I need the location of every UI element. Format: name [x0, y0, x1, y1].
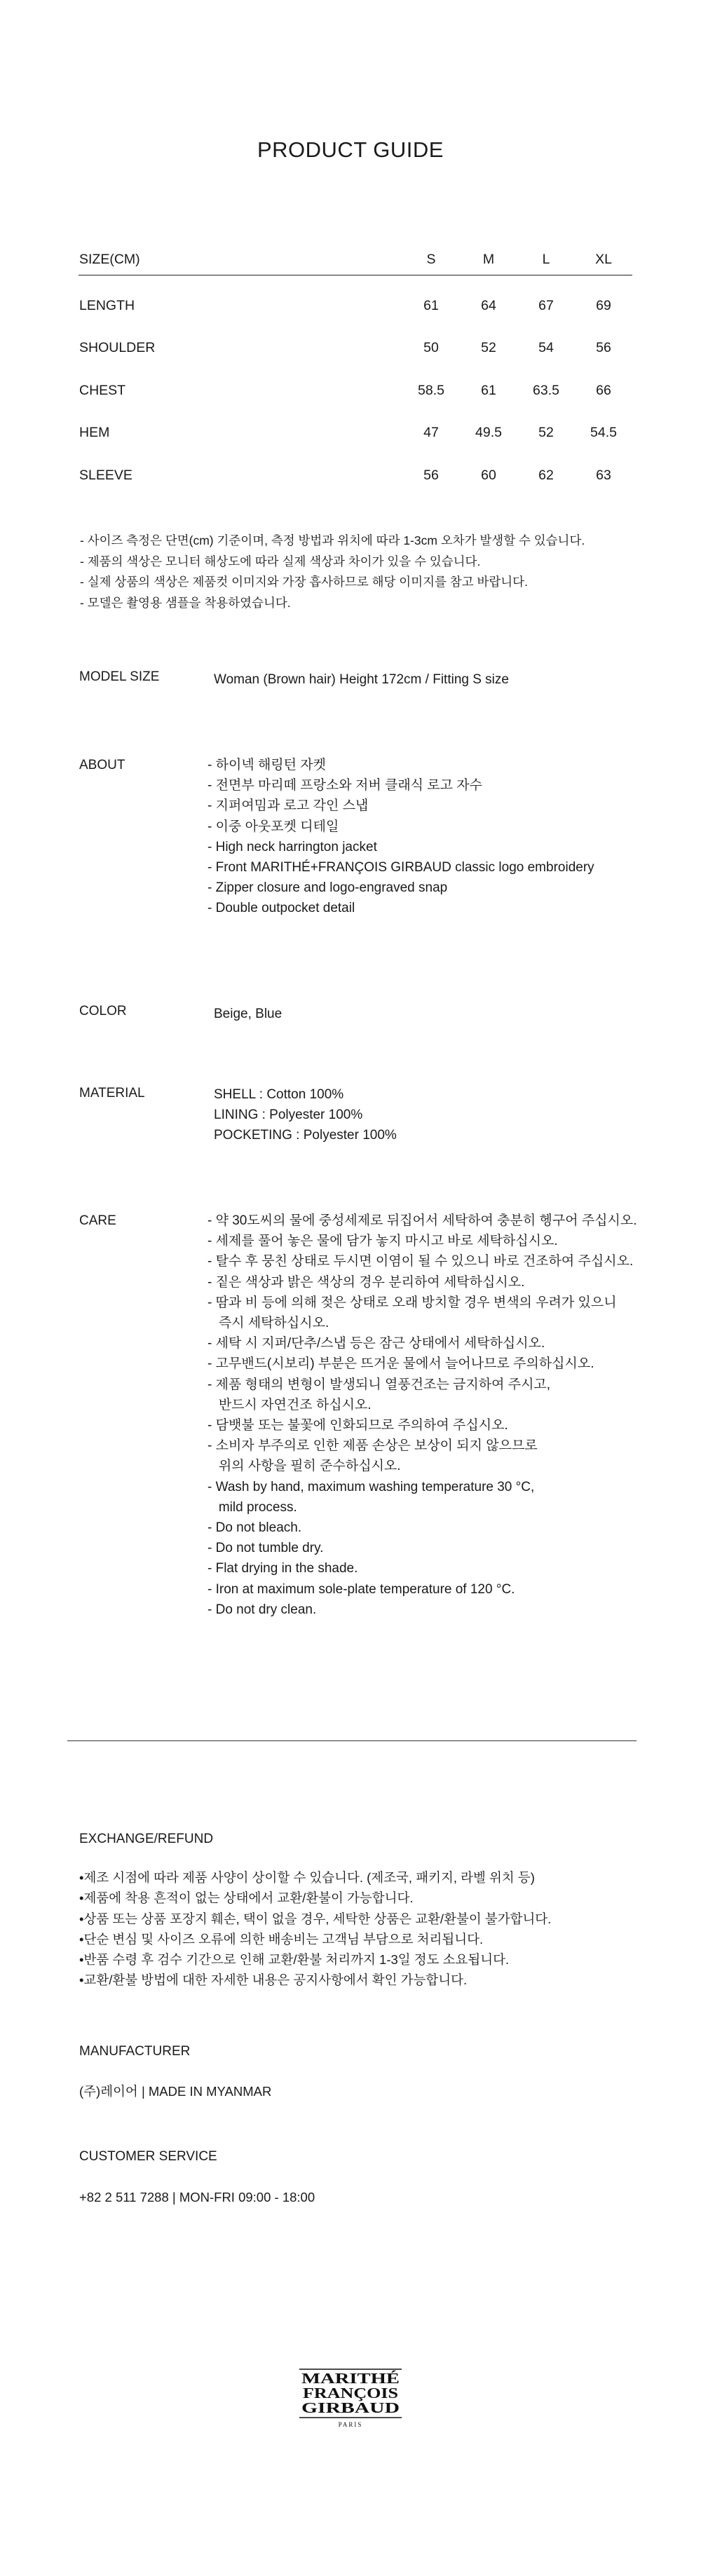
size-table-header	[79, 244, 632, 275]
page-title: PRODUCT GUIDE	[257, 137, 444, 162]
customer-service-label: CUSTOMER SERVICE	[79, 2149, 217, 2164]
size-header-label: SIZE(CM)	[79, 244, 402, 275]
care-line: - 약 30도씨의 물에 중성세제로 뒤집어서 세탁하여 충분히 헹구어 주십시오.	[207, 1213, 637, 1228]
logo-text-line3: GIRBAUD	[301, 2399, 400, 2416]
cell-value: 54	[538, 340, 554, 356]
care-line: - Wash by hand, maximum washing temperature 30 °C,	[207, 1479, 535, 1494]
cell-value: 62	[538, 467, 554, 483]
note-line: - 모델은 촬영용 샘플을 착용하였습니다.	[80, 595, 291, 610]
color-label: COLOR	[79, 1004, 127, 1018]
logo-text-line2: FRANÇOIS	[303, 2385, 398, 2401]
table-row	[79, 454, 632, 497]
cell-value: 49.5	[475, 425, 502, 441]
about-line: - Double outpocket detail	[207, 901, 355, 916]
cell-value: 63.5	[533, 382, 559, 398]
care-list	[207, 1211, 637, 1620]
cell-value: 52	[481, 340, 496, 356]
row-label: CHEST	[79, 382, 126, 398]
about-line: - 이중 아웃포켓 디테일	[207, 819, 339, 834]
cell-value: 58.5	[418, 382, 444, 398]
cell-value: 54.5	[590, 425, 617, 441]
care-line: - 짙은 색상과 밝은 색상의 경우 분리하여 세탁하십시오.	[207, 1274, 525, 1290]
exchange-line: •반품 수령 후 검수 기간으로 인해 교환/환불 처리까지 1-3일 정도 소요됩니다.	[79, 1952, 510, 1968]
care-line: - Iron at maximum sole-plate temperature of 120 °C.	[207, 1581, 515, 1597]
about-list	[207, 755, 594, 919]
row-label: SLEEVE	[79, 467, 132, 483]
cell-value: 56	[423, 467, 439, 483]
note-line: - 제품의 색상은 모니터 해상도에 따라 실제 색상과 차이가 있을 수 있습니다.	[80, 554, 481, 568]
material-list	[214, 1084, 397, 1145]
row-label: SHOULDER	[79, 340, 156, 356]
exchange-list	[79, 1867, 551, 1991]
exchange-line: •상품 또는 상품 포장지 훼손, 택이 없을 경우, 세탁한 상품은 교환/환불이 불가합니다.	[79, 1911, 552, 1926]
care-line: - 세탁 시 지퍼/단추/스냅 등은 잠근 상태에서 세탁하십시오.	[207, 1336, 545, 1351]
care-line: 즉시 세탁하십시오.	[207, 1316, 329, 1331]
cell-value: 63	[596, 467, 611, 483]
table-row	[79, 327, 632, 370]
about-line: - Front MARITHÉ+FRANÇOIS GIRBAUD classic logo embroidery	[207, 860, 594, 875]
row-label: HEM	[79, 425, 110, 441]
size-header-s: S	[402, 244, 460, 275]
care-line: 위의 사항을 필히 준수하십시오.	[207, 1459, 401, 1474]
about-line: - 전면부 마리떼 프랑소와 저버 클래식 로고 자수	[207, 778, 483, 793]
about-line: - 지퍼여밈과 로고 각인 스냅	[207, 798, 369, 814]
logo-text-paris: PARIS	[338, 2421, 363, 2428]
note-line: - 실제 상품의 색상은 제품컷 이미지와 가장 흡사하므로 해당 이미지를 참고 바랍니다.	[80, 575, 528, 589]
section-divider	[67, 1740, 637, 1741]
size-header-m: M	[460, 244, 517, 275]
care-line: mild process.	[207, 1499, 297, 1515]
size-table	[79, 244, 632, 497]
manufacturer-label: MANUFACTURER	[79, 2044, 191, 2059]
care-line: - Do not bleach.	[207, 1520, 302, 1536]
material-line: SHELL : Cotton 100%	[214, 1087, 344, 1102]
size-notes	[80, 531, 585, 613]
model-size-label: MODEL SIZE	[79, 669, 160, 684]
note-line: - 사이즈 측정은 단면(cm) 기준이며, 측정 방법과 위치에 따라 1-3cm 오차가 발생할 수 있습니다.	[80, 533, 585, 547]
customer-service-value: +82 2 511 7288 | MON-FRI 09:00 - 18:00	[79, 2190, 315, 2204]
about-line: - High neck harrington jacket	[207, 839, 377, 854]
exchange-line: •제조 시점에 따라 제품 사양이 상이할 수 있습니다. (제조국, 패키지, 라벨 위치 등)	[79, 1870, 535, 1885]
cell-value: 61	[423, 297, 439, 313]
cell-value: 60	[481, 467, 496, 483]
care-line: 반드시 자연건조 하십시오.	[207, 1397, 372, 1412]
table-row	[79, 412, 632, 455]
cell-value: 64	[481, 297, 496, 313]
row-label: LENGTH	[79, 297, 135, 313]
model-size-value: Woman (Brown hair) Height 172cm / Fitting S size	[214, 672, 509, 687]
care-line: - Do not tumble dry.	[207, 1541, 324, 1556]
cell-value: 61	[481, 382, 496, 398]
cell-value: 67	[538, 297, 554, 313]
care-label: CARE	[79, 1213, 116, 1228]
about-line: - 하이넥 해링턴 자켓	[207, 758, 326, 772]
size-header-xl: XL	[575, 244, 632, 275]
material-line: POCKETING : Polyester 100%	[214, 1128, 397, 1143]
care-line: - 제품 형태의 변형이 발생되니 열풍건조는 금지하여 주시고,	[207, 1377, 551, 1392]
cell-value: 66	[596, 382, 611, 398]
care-line: - 고무밴드(시보리) 부분은 뜨거운 물에서 늘어나므로 주의하십시오.	[207, 1356, 594, 1372]
brand-logo	[297, 2368, 404, 2431]
size-header-l: L	[517, 244, 575, 275]
care-line: - 세제를 풀어 놓은 물에 담가 놓지 마시고 바로 세탁하십시오.	[207, 1234, 558, 1249]
exchange-line: •제품에 착용 흔적이 없는 상태에서 교환/환불이 가능합니다.	[79, 1890, 414, 1906]
manufacturer-value: (주)레이어 | MADE IN MYANMAR	[79, 2084, 272, 2099]
cell-value: 52	[538, 425, 554, 441]
cell-value: 56	[596, 340, 611, 356]
exchange-line: •단순 변심 및 사이즈 오류에 의한 배송비는 고객님 부담으로 처리됩니다.	[79, 1931, 484, 1947]
color-value: Beige, Blue	[214, 1007, 283, 1021]
cell-value: 47	[423, 425, 439, 441]
material-label: MATERIAL	[79, 1086, 145, 1100]
about-label: ABOUT	[79, 758, 125, 772]
exchange-line: •교환/환불 방법에 대한 자세한 내용은 공지사항에서 확인 가능합니다.	[79, 1972, 468, 1988]
care-line: - 소비자 부주의로 인한 제품 손상은 보상이 되지 않으므로	[207, 1438, 538, 1454]
table-row	[79, 369, 632, 412]
cell-value: 50	[423, 340, 439, 356]
care-line: - Flat drying in the shade.	[207, 1561, 358, 1576]
care-line: - 탈수 후 뭉친 상태로 두시면 이염이 될 수 있으니 바로 건조하여 주십시오.	[207, 1254, 634, 1269]
table-row	[79, 275, 632, 327]
material-line: LINING : Polyester 100%	[214, 1108, 363, 1122]
logo-text-line1: MARITHÉ	[301, 2370, 400, 2387]
care-line: - 땀과 비 등에 의해 젖은 상태로 오래 방치할 경우 변색의 우려가 있으니	[207, 1295, 617, 1310]
care-line: - 담뱃불 또는 불꽃에 인화되므로 주의하여 주십시오.	[207, 1418, 508, 1433]
exchange-label: EXCHANGE/REFUND	[79, 1832, 214, 1846]
cell-value: 69	[596, 297, 611, 313]
care-line: - Do not dry clean.	[207, 1602, 317, 1617]
about-line: - Zipper closure and logo-engraved snap	[207, 880, 448, 896]
